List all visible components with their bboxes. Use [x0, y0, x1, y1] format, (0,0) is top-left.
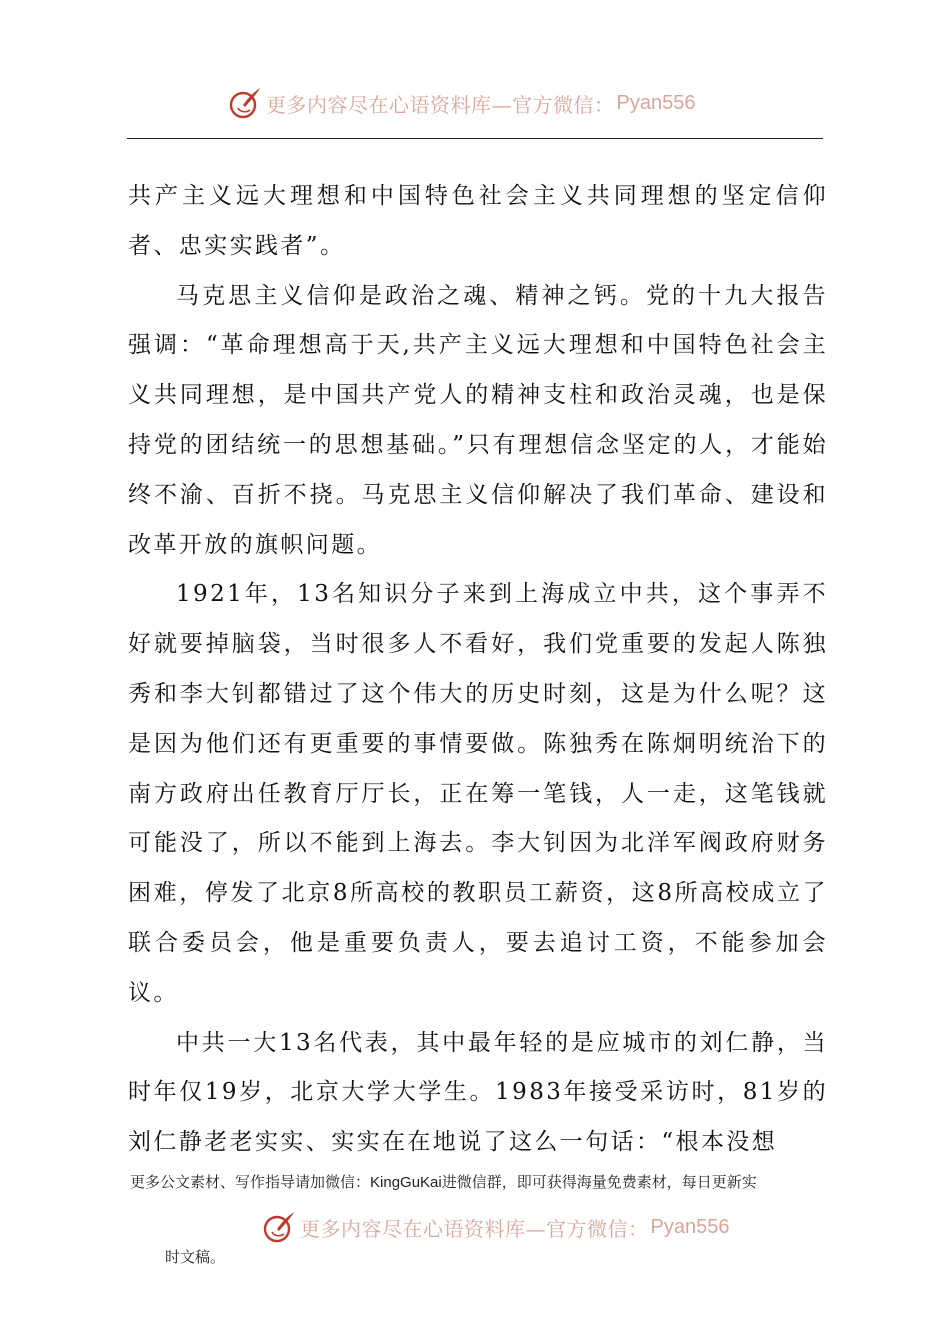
watermark-id: Pyan556: [616, 91, 696, 114]
quill-logo-icon: [262, 1210, 296, 1244]
paragraph-2: 马克思主义信仰是政治之魂、精神之钙。党的十九大报告强调：“革命理想高于天,共产主义远大理想和中国特色社会主义共同理想，是中国共产党人的精神支柱和政治灵魂，也是保持党的团结统一的思想基础。”只有理想信念坚定的人，才能始终不渝、百折不挠。马克思主义信仰解决了我们革命、建设和改革开放的旗帜问题。: [128, 282, 828, 558]
footer-watermark: [262, 1210, 729, 1244]
watermark-text: 更多内容尽在心语资料库—官方微信：: [266, 92, 615, 117]
quill-logo-icon: [228, 86, 262, 120]
footer-note: [130, 1170, 830, 1195]
document-body: [128, 172, 828, 1168]
header-watermark: [228, 86, 695, 120]
paragraph-1: 共产主义远大理想和中国特色社会主义共同理想的坚定信仰者、忠实实践者”。: [128, 183, 828, 259]
paragraph-3: 1921年，13名知识分子来到上海成立中共，这个事弄不好就要掉脑袋，当时很多人不看好，我们党重要的发起人陈独秀和李大钊都错过了这个伟大的历史时刻，这是为什么呢？这是因为他们还有更重要的事情要做。陈独秀在陈炯明统治下的南方政府出任教育厅厅长，正在筹一笔钱，人一走，这笔钱就可能没了，所以不能到上海去。李大钊因为北洋军阀政府财务困难，停发了北京8所高校的教职员工薪资，这8所高校成立了联合委员会，他是重要负责人，要去追讨工资，不能参加会议。: [128, 581, 828, 1006]
watermark-id: Pyan556: [650, 1215, 730, 1238]
paragraph-4: 中共一大13名代表，其中最年轻的是应城市的刘仁静，当时年仅19岁，北京大学大学生。1983年接受采访时，81岁的刘仁静老老实实、实实在在地说了这么一句话：“根本没想: [128, 1029, 828, 1156]
footer-note-after: 进微信群，即可获得海量免费素材，每日更新实: [441, 1173, 757, 1191]
footer-wechat-id: KingGuKai: [370, 1174, 442, 1191]
footer-note-tail: 时文稿。: [165, 1248, 226, 1266]
header-divider: [127, 138, 823, 139]
watermark-text: 更多内容尽在心语资料库—官方微信：: [300, 1216, 649, 1241]
footer-note-before: 更多公文素材、写作指导请加微信：: [130, 1173, 371, 1191]
